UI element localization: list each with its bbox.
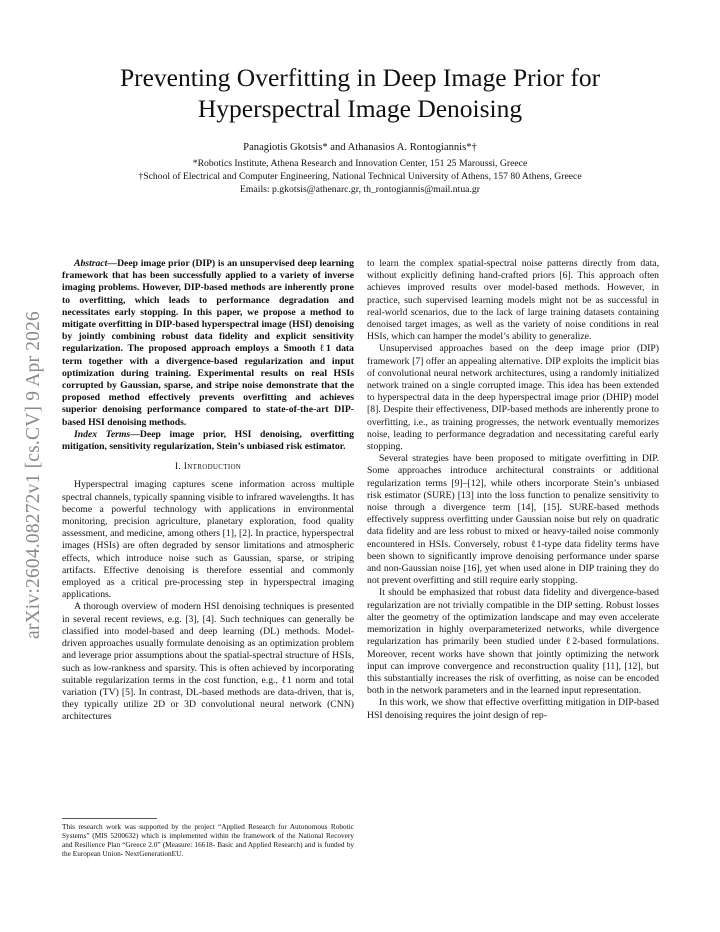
footnote-divider — [62, 818, 157, 819]
paragraph: to learn the complex spatial-spectral noise patterns directly from data, without explicitly defining hand-crafted priors [6]. This approach often achieves improved results over model-based methods. However, in practice, such supervised learning models might not be as successful in real-world scenarios, due to the lack of large training datasets containing denoised target images, as well as the variety of noise conditions in real HSIs, which can hamper the model’s ability to generalize. — [367, 258, 659, 343]
abstract-text: —Deep image prior (DIP) is an unsupervised deep learning framework that has been successfully applied to a variety of inverse imaging problems. However, DIP-based methods are inherently prone to overfitting, which leads to performance degradation and necessitates early stopping. In this paper, we propose a method to mitigate overfitting in DIP-based hyperspectral image (HSI) denoising by jointly combining robust data fidelity and explicit sensitivity regularization. The proposed approach employs a Smooth ℓ1 data term together with a divergence-based regularization and input optimization during training. Experimental results on real HSIs corrupted by Gaussian, sparse, and stripe noise demonstrate that the proposed method effectively prevents overfitting and achieves superior denoising performance compared to state-of-the-art DIP-based HSI denoising methods. — [62, 258, 354, 428]
abstract-label: Abstract — [74, 258, 108, 269]
index-terms-label: Index Terms — [74, 428, 131, 440]
paragraph: A thorough overview of modern HSI denoising techniques is presented in several recent reviews, e.g. [3], [4]. Such techniques can generally be classified into model-based and deep learning (DL) methods. Model-driven approaches usually formulate denoising as an optimization problem and leverage prior assumptions about the spatial-spectral structure of HSIs, such as low-rankness and sparsity. This is often achieved by incorporating suitable regularization terms in the cost function, e.g., ℓ1 norm and total variation (TV) [5]. In contrast, DL-based methods are data-driven, that is, they typically utilize 2D or 3D convolutional neural network (CNN) architectures — [62, 601, 354, 723]
affiliation-1: *Robotics Institute, Athena Research and Innovation Center, 151 25 Maroussi, Greece — [192, 158, 528, 169]
index-terms-text: —Deep image prior, HSI denoising, overfitting mitigation, sensitivity regularization, Stein’s unbiased risk estimator. — [62, 428, 354, 453]
paragraph: Unsupervised approaches based on the deep image prior (DIP) framework [7] offer an appealing alternative. DIP exploits the implicit bias of convolutional neural network architectures, using a randomly initialized network trained on a single corrupted image. This idea has been extended to hyperspectral data in the deep hyperspectral image prior (DHIP) model [8]. Despite their effectiveness, DIP-based methods are inherently prone to overfitting, i.e., as training progresses, the network eventually memorizes noise, leading to performance degradation and necessitating careful early stopping. — [367, 343, 659, 453]
index-terms — [62, 429, 354, 453]
arxiv-identifier-stamp — [4, 275, 64, 675]
author-list: Panagiotis Gkotsis* and Athanasios A. Rontogiannis*† — [243, 142, 477, 153]
funding-footnote: This research work was supported by the project “Applied Research for Autonomous Robotic Systems” (MIS 5200632) which is implemented within the framework of the National Recovery and Resilience Plan “Greece 2.0” (Measure: 16618- Basic and Applied Research) and is funded by the European Union- NextGenerationEU. — [62, 822, 354, 858]
paper-title — [60, 62, 660, 124]
left-column — [62, 258, 354, 724]
paragraph: In this work, we show that effective overfitting mitigation in DIP-based HSI denoising requires the joint design of rep- — [367, 697, 659, 721]
right-column — [367, 258, 659, 722]
paragraph: Several strategies have been proposed to mitigate overfitting in DIP. Some approaches introduce architectural constraints or additional regularization terms [9]–[12], while others incorporate Stein’s unbiased risk estimator (SURE) [13] into the loss function to penalize sensitivity to noise through a divergence term [14], [15]. SURE-based methods effectively suppress overfitting under Gaussian noise but rely on quadratic data fidelity and are less robust to mixed or heavy-tailed noise commonly encountered in HSIs. Conversely, robust ℓ1-type data fidelity terms have been shown to significantly improve denoising performance under sparse and non-Gaussian noise [16], yet when used alone in DIP training they do not prevent overfitting and still require early stopping. — [367, 453, 659, 587]
arxiv-id-text: arXiv:2604.08272v1 [cs.CV] 9 Apr 2026 — [23, 310, 44, 640]
section-heading-introduction: I. Introduction — [174, 461, 242, 473]
title-line-2: Hyperspectral Image Denoising — [197, 94, 523, 123]
paragraph: It should be emphasized that robust data fidelity and divergence-based regularization are not trivially compatible in the DIP setting. Robust losses alter the geometry of the optimization landscape and may even accelerate memorization in highly overparameterized networks, while divergence regularization has primarily been studied under ℓ2-based formulations. Moreover, recent works have shown that jointly optimizing the network input can improve convergence and reconstruction quality [11], [12], but this substantially increases the risk of overfitting, as noise can be encoded both in the network parameters and in the learned input representation. — [367, 587, 659, 697]
title-line-1: Preventing Overfitting in Deep Image Prior for — [119, 63, 601, 92]
affiliation-2: †School of Electrical and Computer Engineering, National Technical University of Athens, 157 80 Athens, Greece — [138, 171, 582, 182]
email-line: Emails: p.gkotsis@athenarc.gr, th_rontogiannis@mail.ntua.gr — [240, 184, 480, 195]
paragraph: Hyperspectral imaging captures scene information across multiple spectral channels, typically spanning visible to infrared wavelengths. It has become a powerful technology with applications in environmental monitoring, precision agriculture, planetary exploration, food quality assessment, and medicine, among others [1], [2]. In practice, hyperspectral images (HSIs) are often degraded by sensor limitations and atmospheric effects, which introduce noise such as Gaussian, sparse, or striping artifacts. Effective denoising is therefore essential and commonly employed as a critical pre-processing step in hyperspectral imaging applications. — [62, 479, 354, 601]
abstract — [62, 258, 354, 429]
